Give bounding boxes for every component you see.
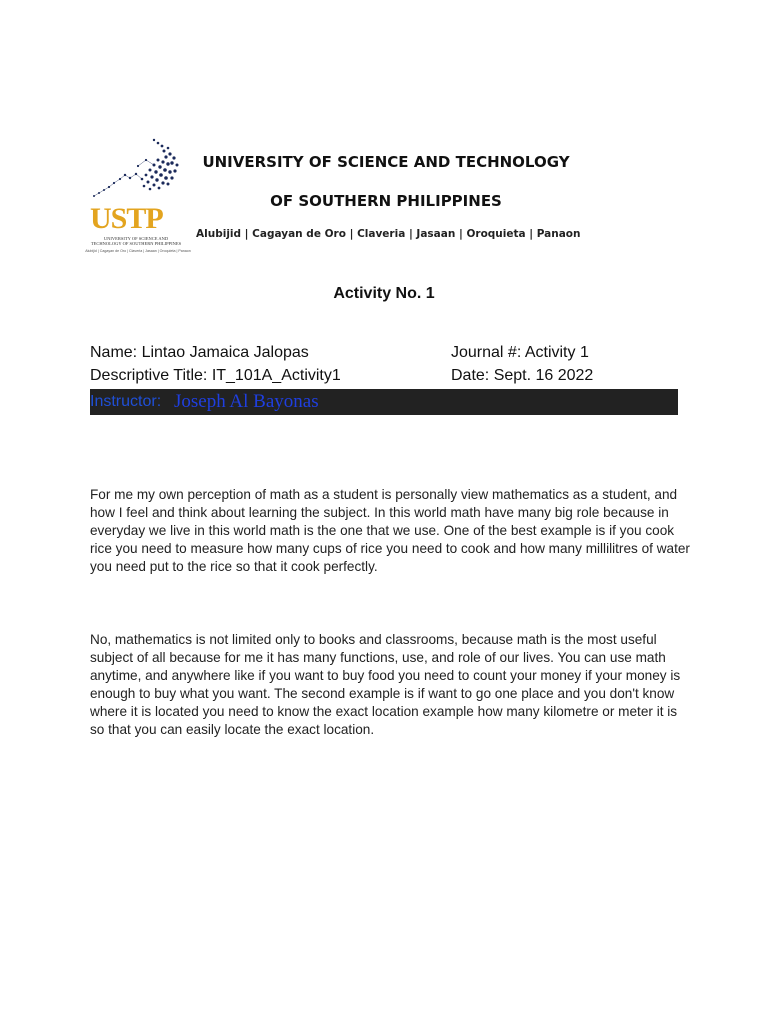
body-paragraph-2: No, mathematics is not limited only to books and classrooms, because math is the most useful subject of all because for me it has many functions, use, and role of our lives. You can use math anytime, and anywhere like if you want to buy food you need to count your money if your money is enough to buy what you want. The second example is if want to go one place and you don't know where it is located you need to know the exact location example how many kilometre or meter it is so that you can easily locate the exact location. xyxy=(90,632,681,737)
journal-number: Journal #: Activity 1 xyxy=(451,344,589,361)
logo-wordmark: USTP xyxy=(90,202,163,235)
campus-list: Alubijid | Cagayan de Oro | Claveria | Jasaan | Oroquieta | Panaon xyxy=(196,228,581,240)
logo-subtext: UNIVERSITY OF SCIENCE AND TECHNOLOGY OF SOUTHERN PHILIPPINES xyxy=(90,236,182,247)
logo-campuses: Alubijid | Cagayan de Oro | Claveria | Jasaan | Oroquieta | Panaon xyxy=(85,249,191,253)
university-name-line1: UNIVERSITY OF SCIENCE AND TECHNOLOGY xyxy=(202,153,570,171)
university-name-line2: OF SOUTHERN PHILIPPINES xyxy=(270,192,502,210)
instructor-label: Instructor: xyxy=(90,393,162,410)
instructor-bar xyxy=(90,389,678,415)
descriptive-title: Descriptive Title: IT_101A_Activity1 xyxy=(90,367,341,384)
activity-date: Date: Sept. 16 2022 xyxy=(451,367,594,384)
instructor-name: Joseph Al Bayonas xyxy=(174,391,319,412)
student-name: Name: Lintao Jamaica Jalopas xyxy=(90,344,309,361)
activity-title: Activity No. 1 xyxy=(333,285,435,302)
ustp-logo xyxy=(78,134,196,258)
body-paragraph-1: For me my own perception of math as a student is personally view mathematics as a student, and how I feel and think about learning the subject. In this world math have many big role because in everyday we live in this world math is the one that we use. One of the best example is if you cook rice you need to measure how many cups of rice you need to cook and how many millilitres of water you need put to the rice so that it cook perfectly. xyxy=(90,487,690,574)
